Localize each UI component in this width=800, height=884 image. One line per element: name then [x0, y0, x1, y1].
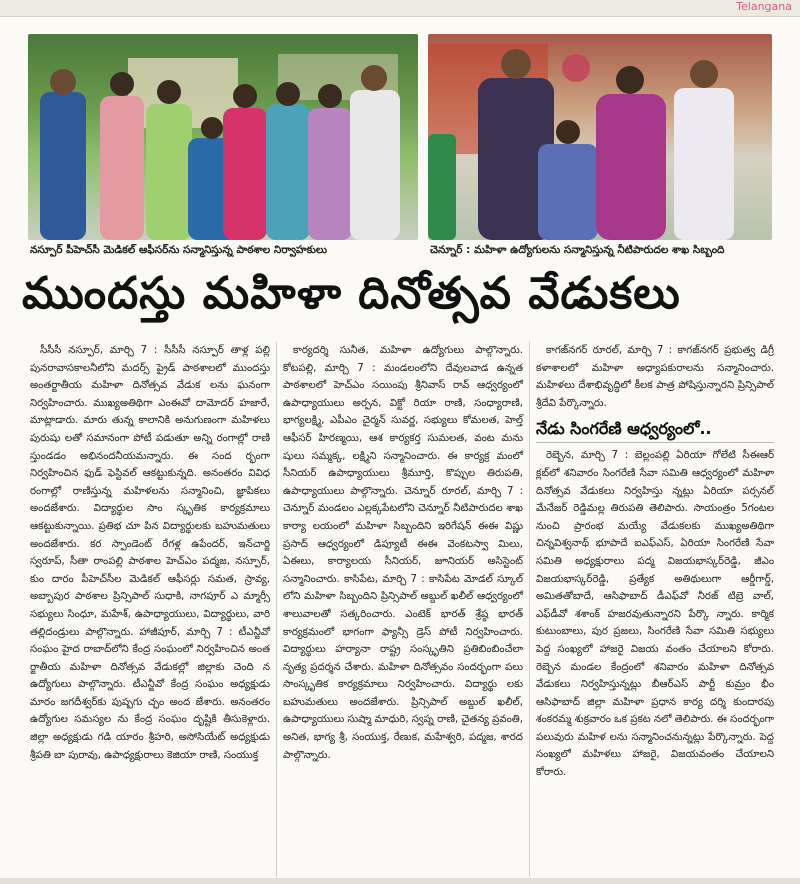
section-tag: Telangana [736, 0, 792, 13]
article-column-3 [536, 342, 774, 877]
column-2-text: కార్యదర్శి సునీత, మహిళా ఉద్యోగులు పాల్గొన్నారు. కోటపల్లి, మార్చి 7 : మండలంలోని దేవులవాడ ఉన్నత పాఠశాలలో హెచ్ఎం సయింపు శ్రీనివాస్ రావ్ ఆధ్వర్యంలో ఉపాధ్యాయులు అర్పన, విక్టో రియా రాణి, సంధ్యారాణి, భాగ్యలక్ష్మి, ఎపీఎం చైర్మన్ సువర్ణ, సభ్యులు కోమలత, హెల్త్ ఆఫీసర్ హిరణ్మయి, ఆశ కార్యకర్త సుమలత, వంట మను షులు సమ్మక్క, లక్ష్మిని సన్మానించారు. ఈ కార్యక్ర మంలో సీనియర్ ఉపాధ్యాయులు శ్రీమూర్తి, కొప్పుల తిరుపతి, ఉపాధ్యాయులు పాల్గొన్నారు. చెన్నూర్ రూరల్, మార్చి 7 : చెన్నూర్ మండలం ఎల్లక్కపేటలోని చెన్నూర్ నీటిపారుదల శాఖ కార్యా లయంలో మహిళా సిబ్బందిని ఇరిగేషన్ ఈఈ విష్ణు ప్రసాద్ ఆధ్వర్యంలో డిప్యూటీ ఈఈ వెంకటస్వా మిలు, ఏఈలు, కార్యాలయ సీనియర్, జూనియర్ అసిస్టెంట్ సన్మానించారు. కాసిపేట, మార్చి 7 : కాసిపేట మోడల్ స్కూల్ లోని మహిళా సిబ్బందిని ప్రిన్సిపాల్ అబ్దుల్ ఖలీల్ ఆధ్వర్యంలో శాలువాలతో సత్కరించారు. ఎంటెక్ భారత్ శ్రేష్ఠ భారత్ కార్యక్రమంలో భాగంగా ఫ్యాన్సీ డ్రెస్ పోటీ నిర్వహించారు. విద్యార్థులు హర్యానా రాష్ట్ర సంస్కృతిని ప్రతిబింబించేలా నృత్య ప్రదర్శన చేశారు. మహిళా దినోత్సవం సందర్భంగా పలు సాంస్కృతిక కార్యక్రమాలు నిర్వహించారు. విద్యార్థు లకు బహుమతులు అందజేశారు. ప్రిన్సిపాల్ అబ్దుల్ ఖలీల్, ఉపాధ్యాయులు సుష్మా మాధురి, స్వప్న రాణి, చైతన్య ప్రవంతి, అనిత, భాగ్య శ్రీ, సంయుక్త, రేణుక, మహేశ్వరి, పద్మజ, శారద పాల్గొన్నారు. [283, 345, 523, 761]
photo-left-caption: నస్పూర్ పీహెచ్‌సీ మెడికల్ ఆఫీసర్‌ను సన్మానిస్తున్న పాఠశాల నిర్వాహకులు [30, 244, 328, 256]
photo-right-caption: చెన్నూర్ : మహిళా ఉద్యోగులను సన్మానిస్తున్న నీటిపారుదల శాఖ సిబ్బంది [430, 244, 725, 256]
column-divider [529, 342, 530, 877]
photo-left [28, 34, 418, 240]
column-3-top-text: కాగజ్‌నగర్ రూరల్, మార్చి 7 : కాగజ్‌నగర్ ప్రభుత్వ డిగ్రీ కళాశాలలో మహిళా అధ్యాపకురాలను సన్మానించారు. మహిళలు దేశాభివృద్ధిలో కీలక పాత్ర పోషిస్తున్నారని ప్రిన్సిపాల్ శ్రీదేవి పేర్కొన్నారు. [536, 345, 774, 409]
sub-heading: నేడు సింగరేణి ఆధ్వర్యంలో.. [536, 418, 774, 443]
previous-page-strip [0, 0, 800, 17]
column-divider [276, 342, 277, 877]
column-3-body-text: రెబ్బెన, మార్చి 7 : బెల్లంపల్లి ఏరియా గోలేటి సీఈఆర్ క్లబ్‌లో శనివారం సింగరేణి సేవా సమితి ఆధ్వర్యంలో మహిళా దినోత్సవ వేడుకలు నిర్వహిస్తు న్నట్లు ఏరియా పర్సనల్ మేనేజర్ రెడ్డిమల్ల తిరుపతి తెలిపారు. సాయంత్రం 5గంటల నుంచి ప్రారంభ మయ్యే వేడుకలకు ముఖ్యఅతిథిగా చిన్నవిశ్వనాథ్ భూపాదే ఐఎఫ్ఎస్, ఏరియా సింగరేణి సేవా సమితి అధ్యక్షురాలు పద్మ విజయభాస్కర్‌రెడ్డి, జీఎం విజయభాస్కర్‌రెడ్డి, ప్రత్యేక అతిథులుగా ఆర్డీగార్డ్, అమితతోబాదే, ఆసిఫాబాద్ డీఎఫ్‌వో నీరజ్ టిబ్రె వాల్, ఎఫ్‌డీవో శశాంక్ హజరవుతున్నారని పేర్కొ న్నారు. కార్మిక కుటుంబాలు, పుర ప్రజలు, సింగరేణి సేవా సమితి సభ్యులు పెద్ద సంఖ్యలో హాజరై విజయ వంతం చేయాలని కోరారు. రెబ్బెన మండల కేంద్రంలో శనివారం మహిళా దినోత్సవ వేడుకలు నిర్వహిస్తున్నట్లు బీఆర్ఎస్ పార్టీ కుమ్రం భీం ఆసిఫాబాద్ జిల్లా మహిళా ప్రధాన కార్య దర్శి కుందారపు శంకరమ్మ శుక్రవారం ఒక ప్రకట నలో తెలిపారు. ఈ సందర్భంగా పలువురు మహిళ లను సన్మానించనున్నట్లు పేర్కొన్నారు. పెద్ద సంఖ్యలో మహిళలు హాజరై, విజయవంతం చేయాలని కోరారు. [536, 450, 774, 779]
column-1-text: సీసీసీ నస్పూర్, మార్చి 7 : సీసీసీ నస్పూర్ తాళ్ల పల్లి పునరావాసకాలనీలోని మదర్స్ ప్రైడ్ పాఠశాలలో ముందస్తు అంతర్జాతీయ మహిళా దినోత్సవ వేడుక లను ఘనంగా నిర్వహించారు. ముఖ్యఅతిథిగా ఎంఈవో దామోదర్ హజారే, మాట్లాడారు. మారు తున్న కాలానికి అనుగుణంగా మహిళలు పురుషు లతో సమానంగా పోటీ పడుతూ అన్ని రంగాల్లో రాణి స్తుండడం అభినందనీయమన్నారు. ఈ సంద ర్భంగా నిర్వహించిన ఫుడ్ ఫెస్టివల్ ఆకట్టుకున్నది. అనంతరం వివిధ రంగాల్లో రాణిస్తున్న మహిళలను సన్మానించి, జ్ఞాపికలు అందజేశారు. విద్యార్థుల సాం స్కృతిక కార్యక్రమాలు ఆకట్టుకున్నాయి. ప్రతిభ చూ పిన విద్యార్థులకు బహుమతులు అందజేశారు. కర స్పాండెంట్ రేగళ్ల ఉపేందర్, ఇన్‌చార్జి స్వరూప్, సీతా రాంపల్లి పాఠశాల హెచ్ఎం పద్మజ, నస్పూర్, కుం దారం పీహెచ్‌సీల మెడికల్ ఆఫీసర్లు సమత, స్రావ్య, అబ్బాపుర పాఠశాల ప్రిన్సిపాల్ సుధాకి, నాగపూర్ ఎ మ్మార్సీ సభ్యులు సింధూ, మహేశ్, ఉపాధ్యాయులు, విద్యార్థులు, వారి తల్లిదండ్రులు పాల్గొన్నారు. హాజీపూర్, మార్చి 7 : టీఎన్జీవో సంఘం హైద రాబాద్‌లోని కేంద్ర సంఘంలో నిర్వహించిన అంత ర్జాతీయ మహిళా దినోత్సవ వేడుకల్లో జిల్లాకు చెంది న ఉద్యోగులు పాల్గొన్నారు. టీఎన్జీవో కేంద్ర సంఘం అధ్యక్షుడు మారం జగదీశ్వర్‌కు పుష్పగు చ్ఛం అంద జేశారు. అనంతరం ఉద్యోగుల సమస్యల ను కేంద్ర సంఘం దృష్టికి తీసుకెళ్లారు. జిల్లా అధ్యక్షుడు గడి యారం శ్రీహరి, అసోసియేట్ అధ్యక్షుడు శ్రీపతి బా పురావు, ఉపాధ్యక్షురాలు కెజియా రాణి, సంయుక్త [30, 345, 270, 761]
article-column-2 [283, 342, 523, 877]
headline: ముందస్తు మహిళా దినోత్సవ వేడుకలు [22, 268, 681, 319]
article-column-1 [30, 342, 270, 877]
photo-right [428, 34, 772, 240]
next-page-strip [0, 878, 800, 884]
photo-right-scene [428, 34, 772, 240]
photo-left-scene [28, 34, 418, 240]
